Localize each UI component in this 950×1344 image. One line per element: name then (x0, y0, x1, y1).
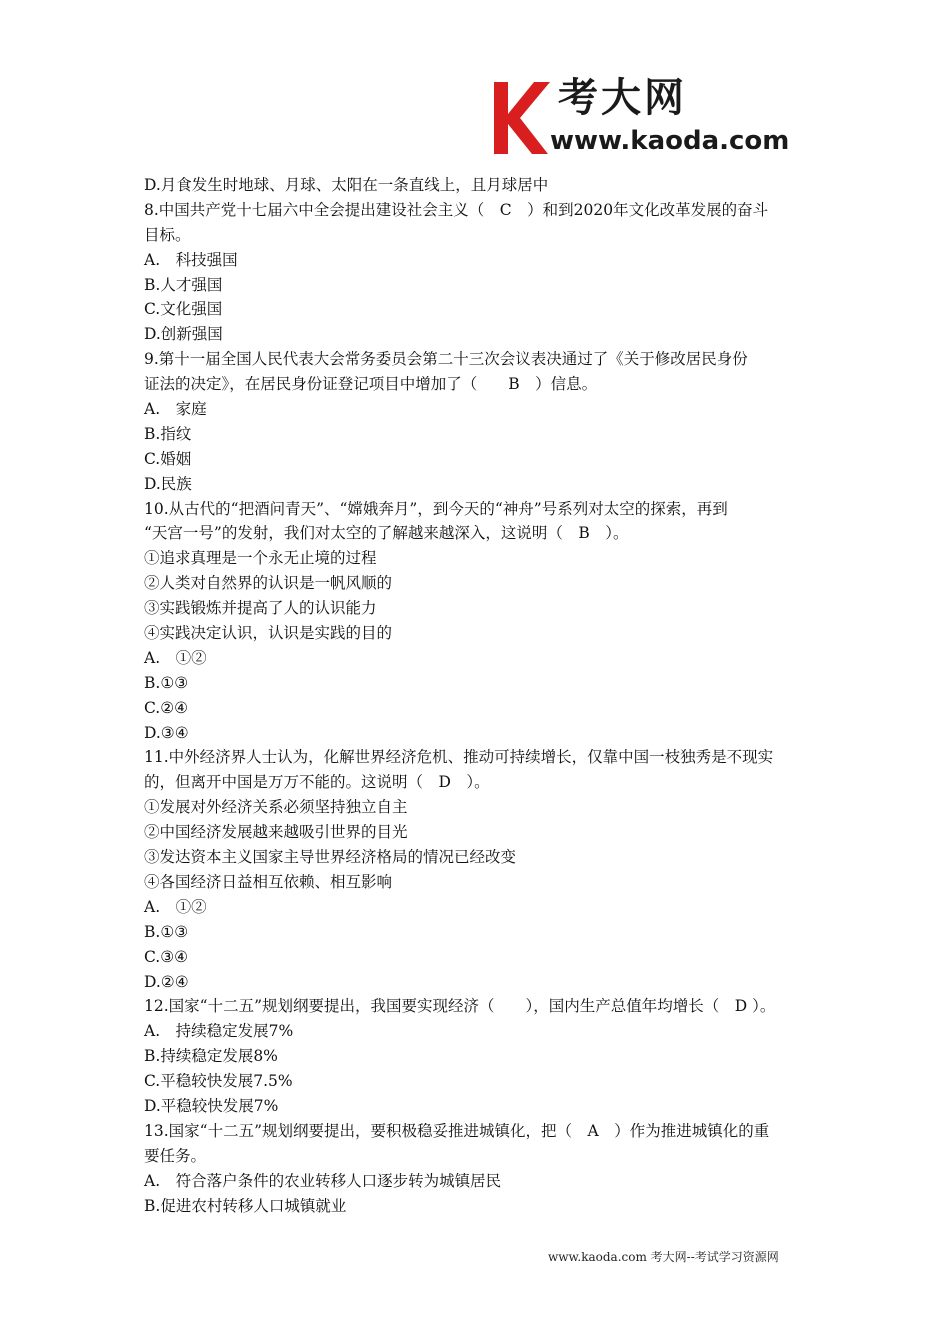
text-line: 的，但离开中国是万万不能的。这说明（ D ）。 (144, 773, 490, 792)
text-line: ③发达资本主义国家主导世界经济格局的情况已经改变 (144, 848, 517, 867)
text-line: 9.第十一届全国人民代表大会常务委员会第二十三次会议表决通过了《关于修改居民身份 (144, 350, 748, 369)
logo-k-icon (490, 78, 552, 156)
text-line: ④实践决定认识，认识是实践的目的 (144, 624, 393, 643)
text-line: D.③④ (144, 723, 189, 742)
text-line: D.平稳较快发展7% (144, 1096, 279, 1115)
text-line: C.婚姻 (144, 449, 192, 468)
text-line: 目标。 (144, 225, 191, 244)
text-line: ①追求真理是一个永无止境的过程 (144, 549, 377, 568)
text-line: 证法的决定》，在居民身份证登记项目中增加了（ B ）信息。 (144, 375, 598, 394)
text-line: C.文化强国 (144, 300, 223, 319)
text-line: B.人才强国 (144, 275, 223, 294)
text-line: 10.从古代的“把酒问青天”、“嫦娥奔月”，到今天的“神舟”号系列对太空的探索，再到 (144, 499, 728, 518)
text-line: ①发展对外经济关系必须坚持独立自主 (144, 798, 408, 817)
text-line: A. ①② (144, 648, 207, 667)
text-line: 要任务。 (144, 1146, 207, 1165)
text-line: B.①③ (144, 673, 189, 692)
text-line: 11.中外经济界人士认为，化解世界经济危机、推动可持续增长，仅靠中国一枝独秀是不现实 (144, 748, 774, 767)
text-line: 12.国家“十二五”规划纲要提出，我国要实现经济（ ），国内生产总值年均增长（ D ）。 (144, 997, 776, 1016)
kaoda-logo (490, 74, 820, 164)
text-line: “天宫一号”的发射，我们对太空的了解越来越深入，这说明（ B ）。 (144, 524, 629, 543)
text-line: C.平稳较快发展7.5% (144, 1072, 293, 1091)
document-body (144, 173, 824, 1218)
text-line: A. ①② (144, 897, 207, 916)
text-line: A. 科技强国 (144, 250, 238, 269)
text-line: D.②④ (144, 972, 189, 991)
text-line: A. 符合落户条件的农业转移人口逐步转为城镇居民 (144, 1171, 502, 1190)
text-line: 8.中国共产党十七届六中全会提出建设社会主义（ C ）和到2020年文化改革发展的奋斗 (144, 200, 769, 219)
text-line: D.民族 (144, 474, 192, 493)
text-line: A. 家庭 (144, 400, 207, 419)
text-line: B.①③ (144, 922, 189, 941)
text-line: D.月食发生时地球、月球、太阳在一条直线上，且月球居中 (144, 176, 549, 194)
text-line: ②人类对自然界的认识是一帆风顺的 (144, 574, 393, 593)
text-line: B.持续稳定发展8% (144, 1047, 278, 1066)
text-line: B.指纹 (144, 424, 192, 443)
text-line: ②中国经济发展越来越吸引世界的目光 (144, 823, 408, 842)
text-line: A. 持续稳定发展7% (144, 1022, 294, 1041)
logo-title: 考大网 (558, 75, 687, 121)
text-line: B.促进农村转移人口城镇就业 (144, 1196, 347, 1215)
text-line: C.③④ (144, 947, 189, 966)
text-line: ③实践锻炼并提高了人的认识能力 (144, 599, 377, 618)
text-line: 13.国家“十二五”规划纲要提出，要积极稳妥推进城镇化，把（ A ）作为推进城镇化的重 (144, 1121, 770, 1140)
text-line: D.创新强国 (144, 325, 223, 344)
page-footer: www.kaoda.com 考大网--考试学习资源网 (548, 1250, 779, 1264)
text-line: C.②④ (144, 698, 189, 717)
logo-url: www.kaoda.com (550, 126, 790, 156)
text-line: ④各国经济日益相互依赖、相互影响 (144, 872, 393, 891)
